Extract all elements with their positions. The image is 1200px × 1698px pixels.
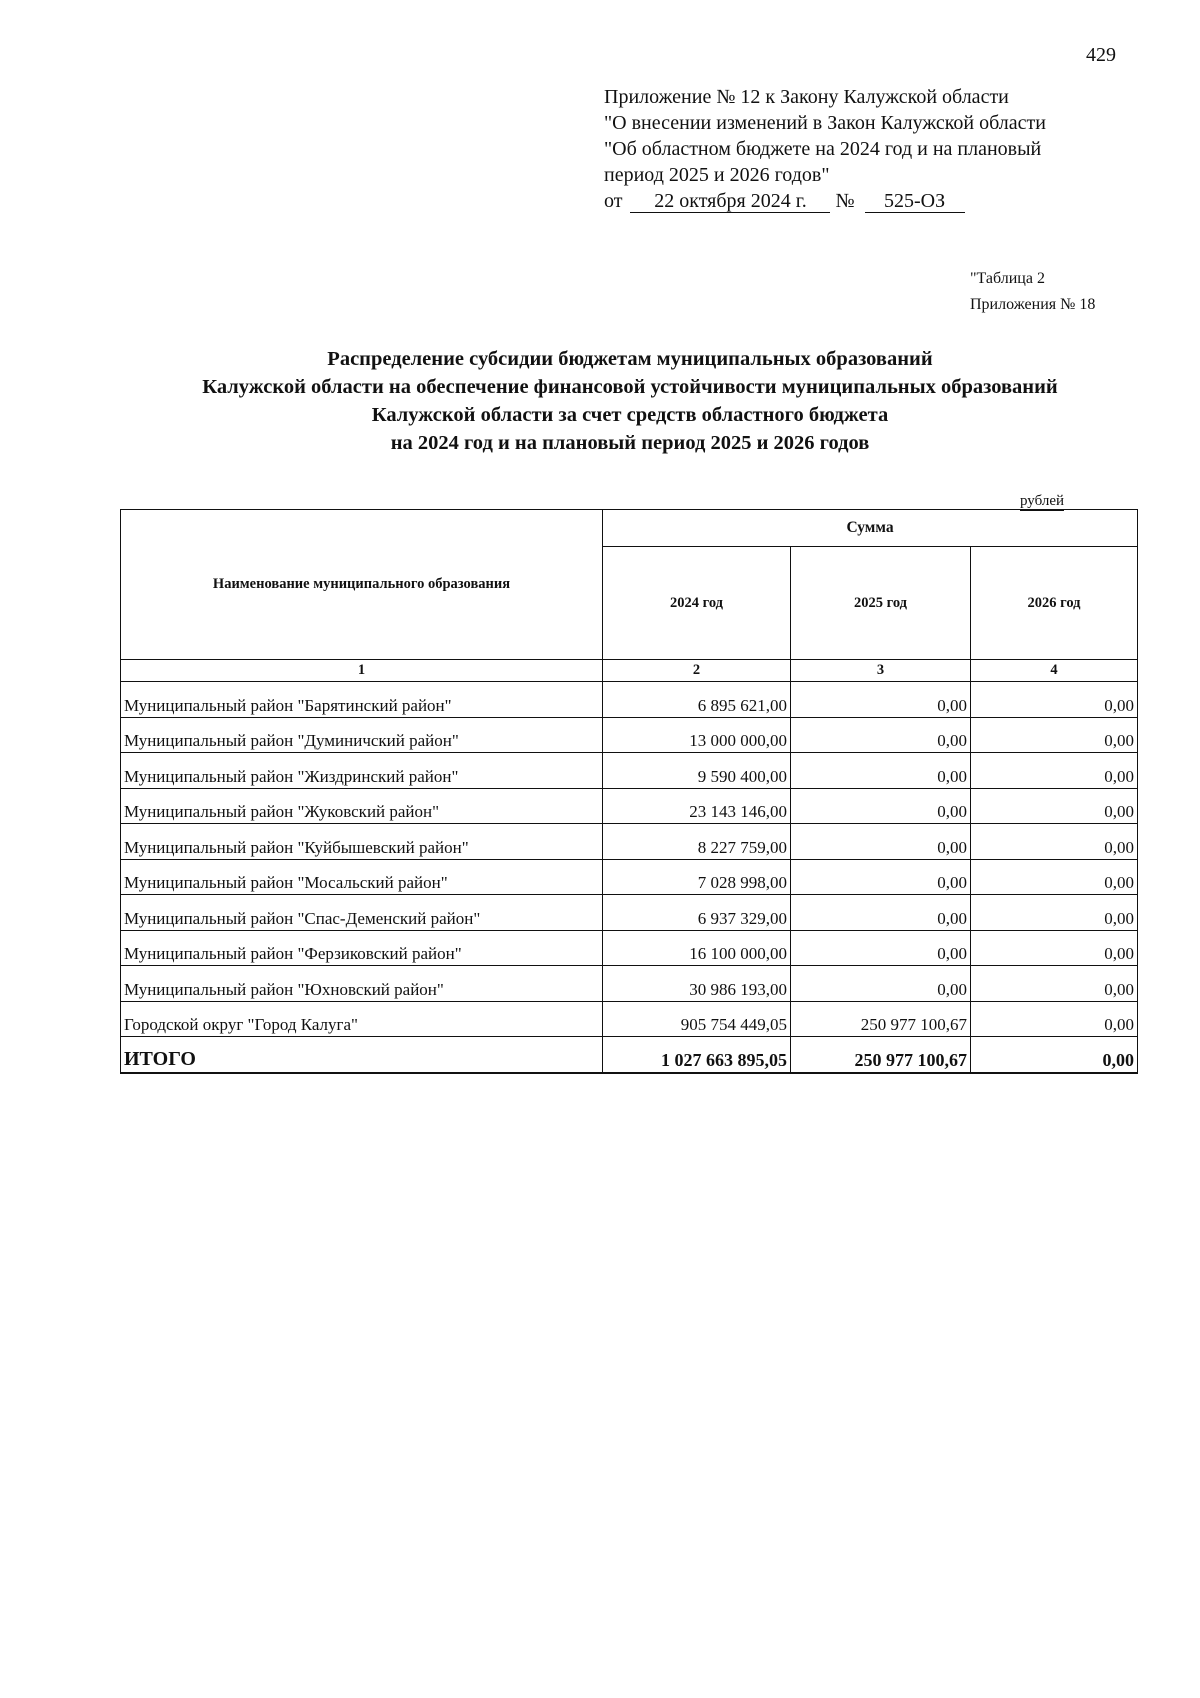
- row-value-2025: 0,00: [791, 753, 971, 789]
- row-value-2025: 0,00: [791, 930, 971, 966]
- row-value-2025: 0,00: [791, 717, 971, 753]
- row-value-2024: 9 590 400,00: [603, 753, 791, 789]
- subsidy-table: [120, 509, 1138, 1074]
- table-row: [121, 1001, 1138, 1037]
- law-number: 525-ОЗ: [865, 191, 965, 213]
- column-number-row: [121, 660, 1138, 682]
- table-ref-line: Приложения № 18: [970, 296, 1096, 313]
- row-value-2026: 0,00: [971, 1001, 1138, 1037]
- header-row: [121, 510, 1138, 547]
- table-row: [121, 717, 1138, 753]
- total-value-2025: 250 977 100,67: [791, 1037, 971, 1073]
- header-name: Наименование муниципального образования: [121, 510, 603, 660]
- row-value-2024: 30 986 193,00: [603, 966, 791, 1002]
- total-value-2026: 0,00: [971, 1037, 1138, 1073]
- row-name: Муниципальный район "Барятинский район": [121, 682, 603, 718]
- row-value-2024: 8 227 759,00: [603, 824, 791, 860]
- row-value-2024: 13 000 000,00: [603, 717, 791, 753]
- row-value-2024: 16 100 000,00: [603, 930, 791, 966]
- table-row: [121, 966, 1138, 1002]
- date-prefix: от: [604, 190, 623, 212]
- row-name: Муниципальный район "Куйбышевский район": [121, 824, 603, 860]
- appendix-line: Приложение № 12 к Закону Калужской области: [604, 86, 1009, 108]
- row-value-2026: 0,00: [971, 895, 1138, 931]
- header-year-2026: 2026 год: [971, 547, 1138, 660]
- header-year-2024: 2024 год: [603, 547, 791, 660]
- row-value-2024: 905 754 449,05: [603, 1001, 791, 1037]
- row-value-2026: 0,00: [971, 930, 1138, 966]
- row-name: Муниципальный район "Жиздринский район": [121, 753, 603, 789]
- document-title: [110, 345, 1150, 457]
- page-number: 429: [1086, 44, 1116, 66]
- row-value-2025: 0,00: [791, 682, 971, 718]
- units-label: рублей: [1020, 493, 1065, 509]
- title-line: Распределение субсидии бюджетам муниципальных образований: [327, 348, 933, 370]
- table-row: [121, 895, 1138, 931]
- row-value-2026: 0,00: [971, 859, 1138, 895]
- total-label: ИТОГО: [121, 1037, 603, 1073]
- table-row: [121, 859, 1138, 895]
- law-date: 22 октября 2024 г.: [630, 191, 830, 213]
- appendix-line: "Об областном бюджете на 2024 год и на плановый: [604, 138, 1042, 160]
- row-value-2024: 23 143 146,00: [603, 788, 791, 824]
- row-value-2025: 250 977 100,67: [791, 1001, 971, 1037]
- column-number: 4: [971, 660, 1138, 682]
- row-value-2026: 0,00: [971, 682, 1138, 718]
- appendix-line: период 2025 и 2026 годов": [604, 164, 830, 186]
- row-name: Муниципальный район "Мосальский район": [121, 859, 603, 895]
- row-value-2025: 0,00: [791, 788, 971, 824]
- appendix-date-line: [604, 188, 1124, 214]
- table-row: [121, 930, 1138, 966]
- number-prefix: №: [835, 190, 855, 212]
- appendix-reference: [604, 84, 1124, 214]
- row-value-2026: 0,00: [971, 753, 1138, 789]
- column-number: 3: [791, 660, 971, 682]
- row-value-2025: 0,00: [791, 966, 971, 1002]
- row-name: Муниципальный район "Спас-Деменский район": [121, 895, 603, 931]
- row-value-2024: 6 937 329,00: [603, 895, 791, 931]
- row-name: Муниципальный район "Ферзиковский район": [121, 930, 603, 966]
- table-row: [121, 682, 1138, 718]
- row-value-2024: 6 895 621,00: [603, 682, 791, 718]
- title-line: Калужской области на обеспечение финансовой устойчивости муниципальных образований: [202, 376, 1058, 398]
- row-name: Городской округ "Город Калуга": [121, 1001, 603, 1037]
- title-line: Калужской области за счет средств областного бюджета: [371, 404, 889, 426]
- total-value-2024: 1 027 663 895,05: [603, 1037, 791, 1073]
- row-value-2026: 0,00: [971, 717, 1138, 753]
- row-value-2025: 0,00: [791, 859, 971, 895]
- row-value-2024: 7 028 998,00: [603, 859, 791, 895]
- column-number: 2: [603, 660, 791, 682]
- row-name: Муниципальный район "Юхновский район": [121, 966, 603, 1002]
- appendix-line: "О внесении изменений в Закон Калужской области: [604, 112, 1046, 134]
- table-row: [121, 788, 1138, 824]
- row-name: Муниципальный район "Жуковский район": [121, 788, 603, 824]
- header-sum: Сумма: [603, 510, 1138, 547]
- row-value-2026: 0,00: [971, 966, 1138, 1002]
- column-number: 1: [121, 660, 603, 682]
- table-row: [121, 824, 1138, 860]
- row-value-2026: 0,00: [971, 788, 1138, 824]
- table-reference: [970, 266, 1095, 318]
- row-name: Муниципальный район "Думиничский район": [121, 717, 603, 753]
- header-year-2025: 2025 год: [791, 547, 971, 660]
- table-row: [121, 753, 1138, 789]
- row-value-2025: 0,00: [791, 895, 971, 931]
- title-line: на 2024 год и на плановый период 2025 и 2026 годов: [390, 432, 870, 454]
- total-row: [121, 1037, 1138, 1073]
- row-value-2026: 0,00: [971, 824, 1138, 860]
- row-value-2025: 0,00: [791, 824, 971, 860]
- table-ref-line: "Таблица 2: [970, 270, 1045, 287]
